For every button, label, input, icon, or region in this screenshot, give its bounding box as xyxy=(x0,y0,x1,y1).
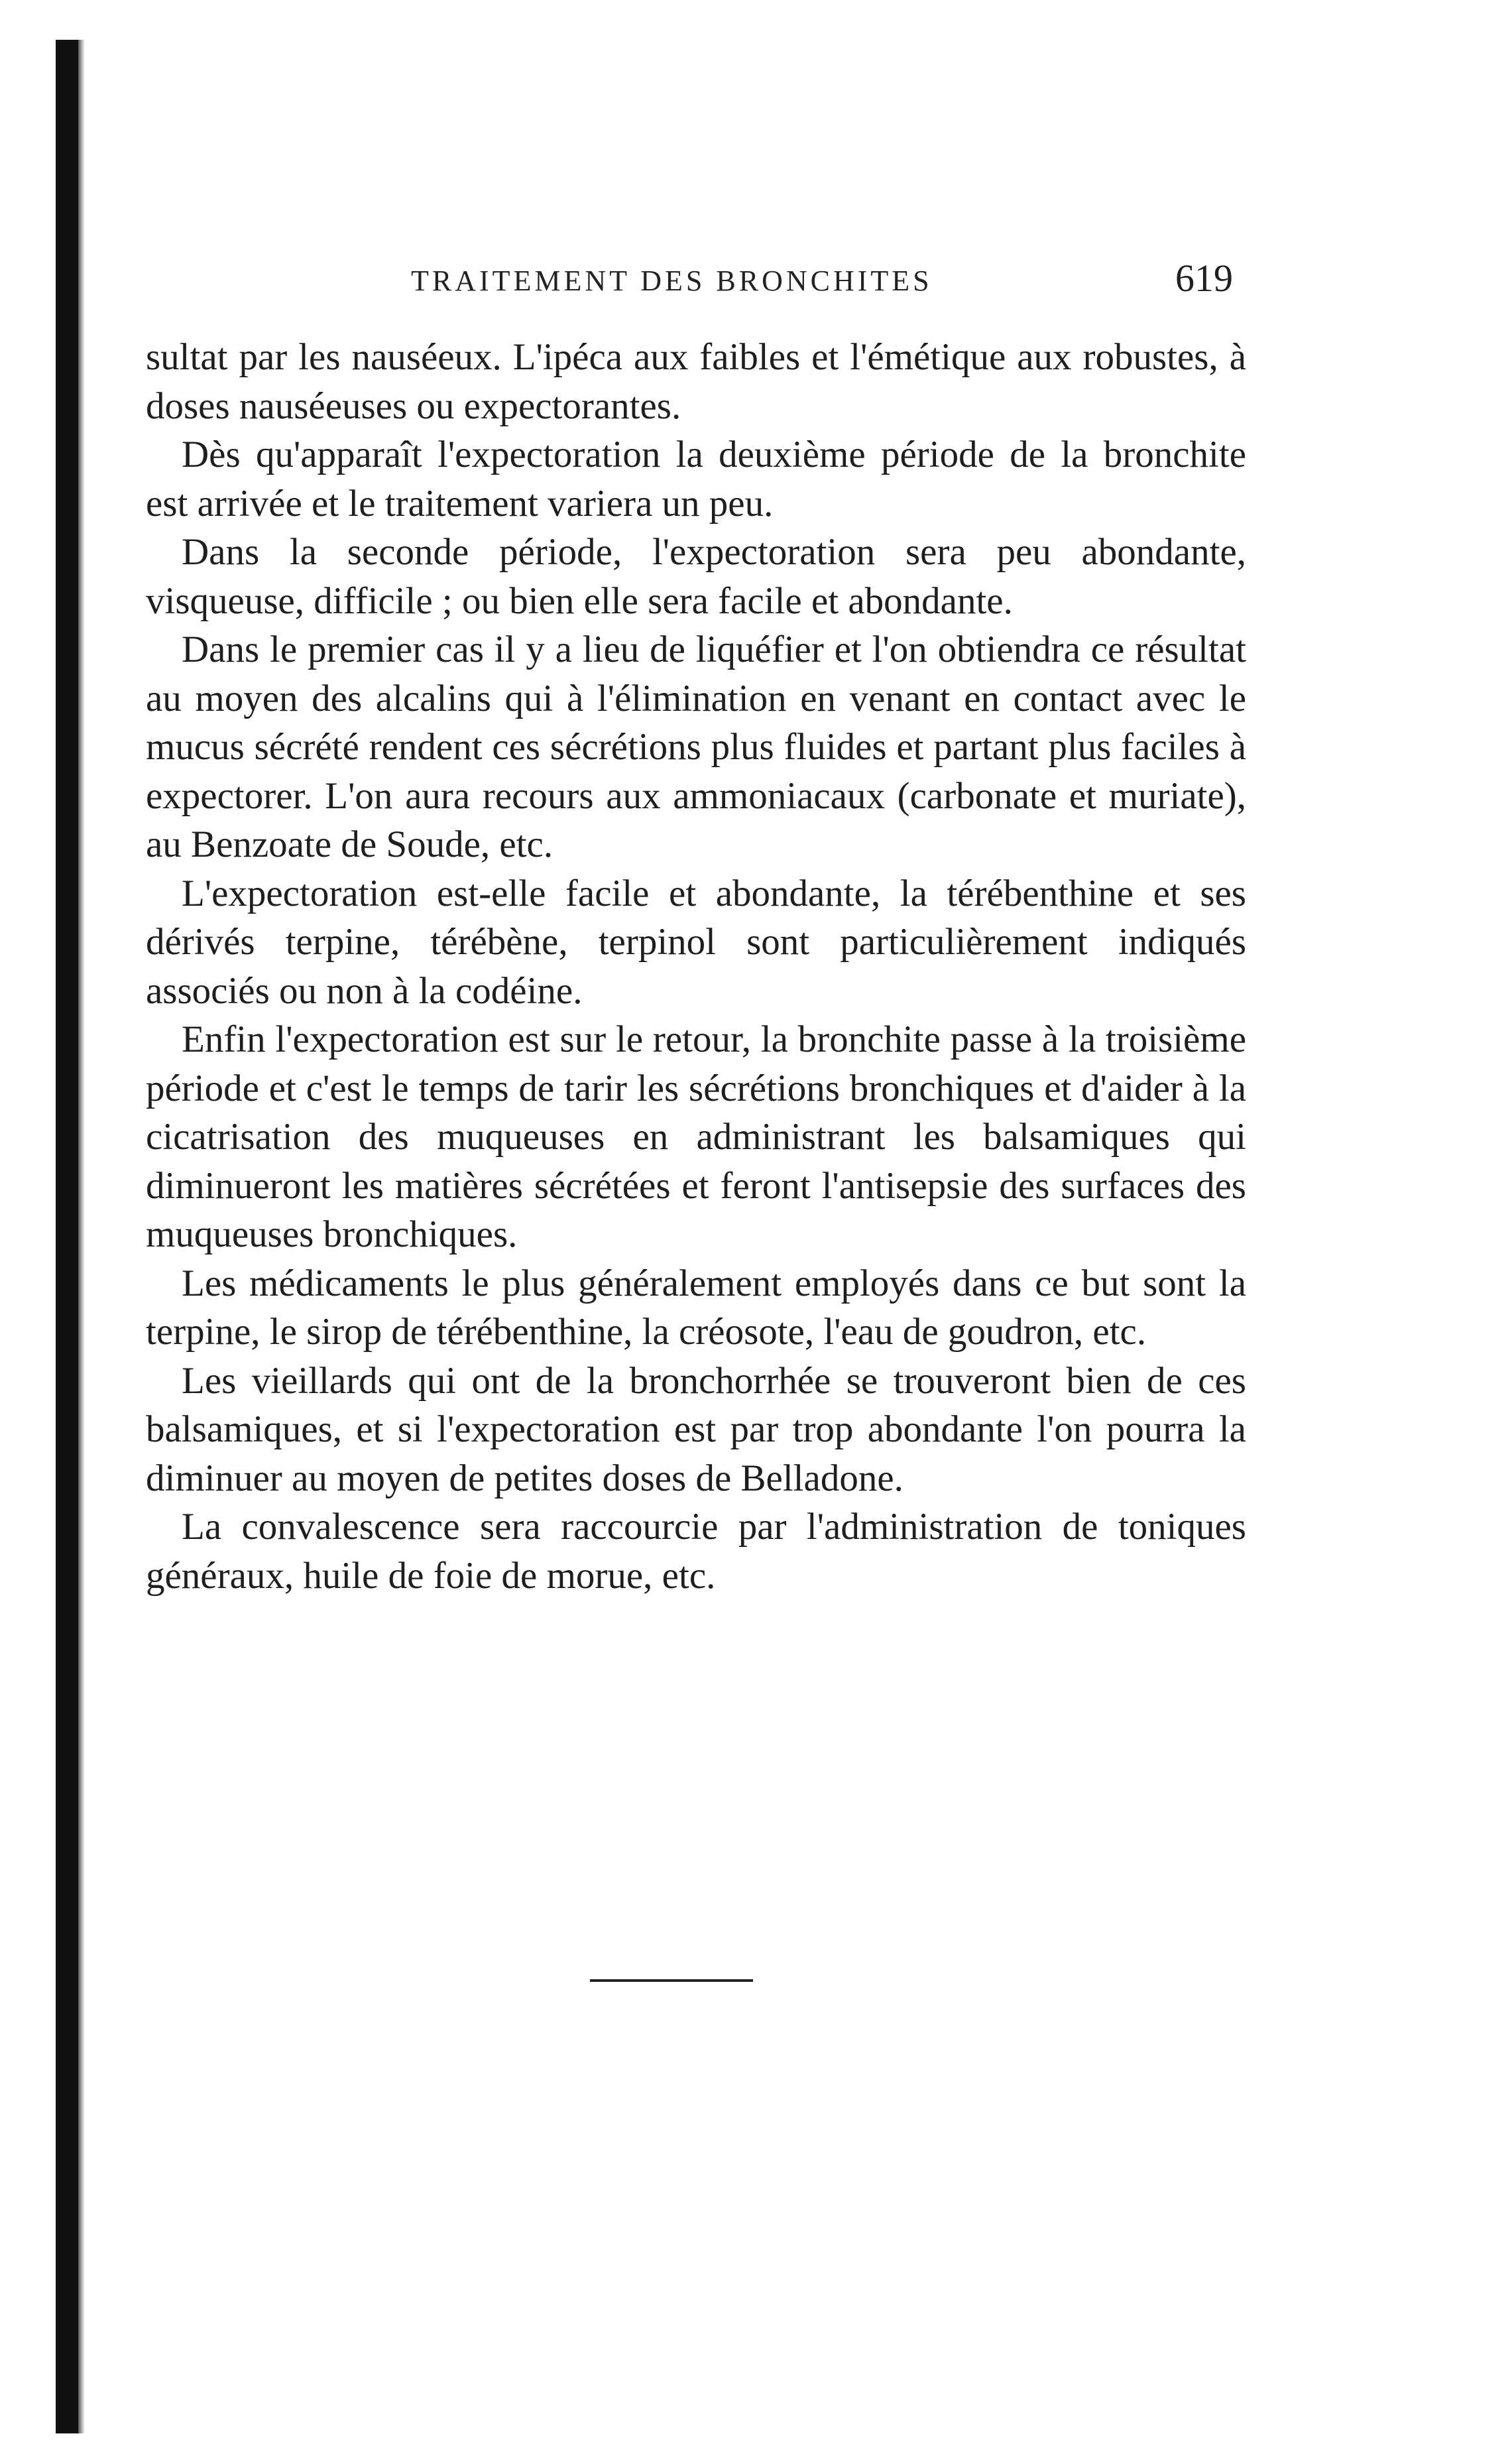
paragraph: La convalescence sera raccourcie par l'administration de toniques généraux, huile de foie de morue, etc. xyxy=(146,1506,1246,1597)
paragraph: sultat par les nauséeux. L'ipéca aux faibles et l'émétique aux robustes, à doses nauséeuses ou expectorantes. xyxy=(146,336,1246,427)
section-end-rule xyxy=(590,1979,753,1982)
paragraph: Les vieillards qui ont de la bronchorrhée se trouveront bien de ces balsamiques, et si l'expectoration est par trop abondante l'on pourra la diminuer au moyen de petites doses de Belladone. xyxy=(146,1359,1246,1499)
binding-edge-gradient xyxy=(78,40,85,2433)
binding-edge-shadow xyxy=(56,40,78,2433)
running-title: TRAITEMENT DES BRONCHITES xyxy=(411,265,933,297)
paragraph: Dès qu'apparaît l'expectoration la deuxième période de la bronchite est arrivée et le traitement variera un peu. xyxy=(146,434,1246,524)
book-page xyxy=(133,0,1246,2450)
paragraph: Dans le premier cas il y a lieu de liquéfier et l'on obtiendra ce résultat au moyen des alcalins qui à l'élimination en venant en contact avec le mucus sécrété rendent ces sécrétions plus fluides et partant plus faciles à expectorer. L'on aura recours aux ammoniacaux (carbonate et muriate), au Benzoate de Soude, etc. xyxy=(146,629,1246,865)
running-head xyxy=(133,252,1246,305)
paragraph: Dans la seconde période, l'expectoration sera peu abondante, visqueuse, difficile ; ou bien elle sera facile et abondante. xyxy=(146,531,1246,622)
paragraph: L'expectoration est-elle facile et abondante, la térébenthine et ses dérivés terpine, térébène, terpinol sont particulièrement indiqués associés ou non à la codéine. xyxy=(146,872,1246,1012)
paragraph: Les médicaments le plus généralement employés dans ce but sont la terpine, le sirop de térébenthine, la créosote, l'eau de goudron, etc. xyxy=(146,1262,1246,1353)
body-text xyxy=(146,333,1246,1600)
paragraph: Enfin l'expectoration est sur le retour, la bronchite passe à la troisième période et c'est le temps de tarir les sécrétions bronchiques et d'aider à la cicatrisation des muqueuses en administrant les balsamiques qui diminueront les matières sécrétées et feront l'antisepsie des surfaces des muqueuses bronchiques. xyxy=(146,1018,1246,1255)
page-number: 619 xyxy=(1175,257,1233,300)
